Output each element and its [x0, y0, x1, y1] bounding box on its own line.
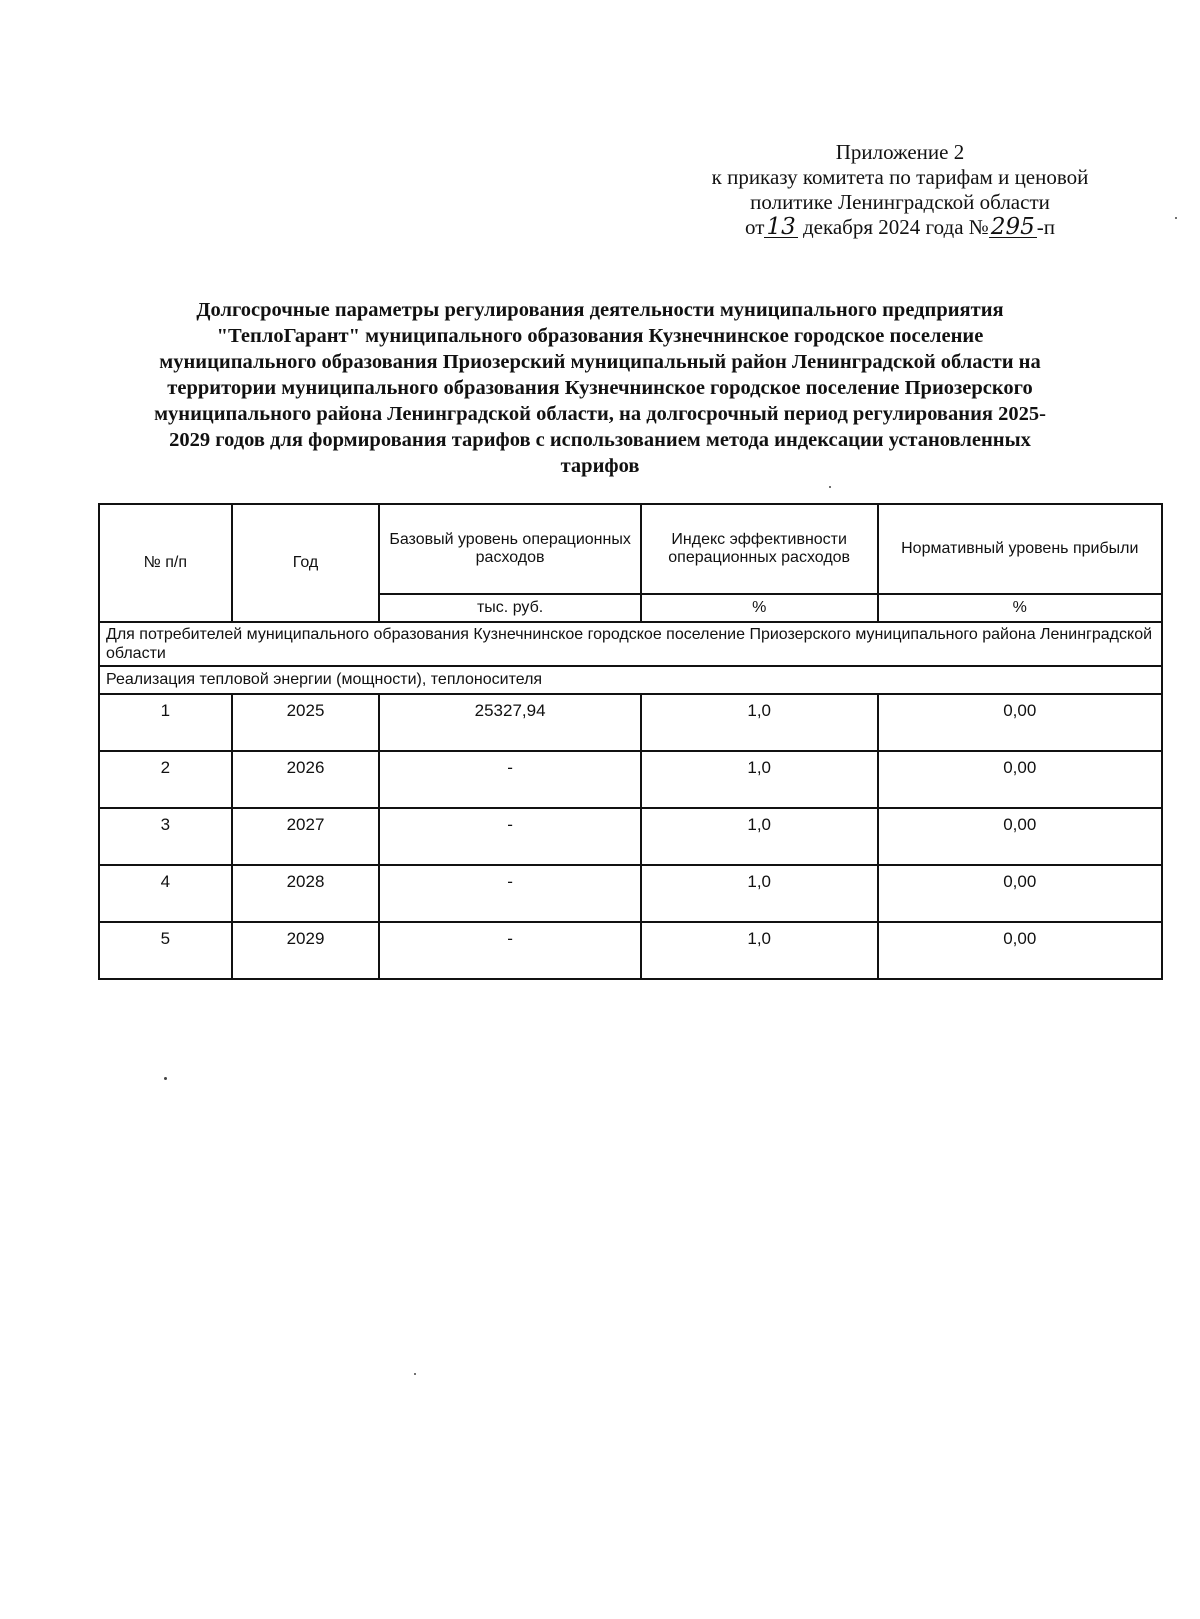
cell-base-opex: -: [379, 808, 641, 865]
cell-efficiency-index: 1,0: [641, 751, 878, 808]
title-line-4: территории муниципального образования Кузнечнинское городское поселение Приозерского: [167, 377, 1033, 399]
cell-profit-level: 0,00: [878, 751, 1163, 808]
cell-num: 4: [99, 865, 232, 922]
header-num: № п/п: [99, 504, 232, 622]
scan-speck: [414, 1373, 416, 1375]
parameters-table: [98, 503, 1163, 980]
cell-num: 5: [99, 922, 232, 979]
cell-base-opex: -: [379, 922, 641, 979]
cell-efficiency-index: 1,0: [641, 808, 878, 865]
cell-year: 2027: [232, 808, 380, 865]
cell-profit-level: 0,00: [878, 865, 1163, 922]
cell-year: 2028: [232, 865, 380, 922]
table-subgroup-row: [99, 666, 1162, 694]
group-label: Для потребителей муниципального образования Кузнечнинское городское поселение Приозерского муниципального района Ленинградской области: [99, 622, 1162, 666]
cell-profit-level: 0,00: [878, 808, 1163, 865]
title-line-1: Долгосрочные параметры регулирования деятельности муниципального предприятия: [196, 299, 1004, 321]
table-row: [99, 808, 1162, 865]
title-line-3: муниципального образования Приозерский муниципальный район Ленинградской области на: [159, 351, 1041, 373]
scan-speck: [164, 1077, 167, 1080]
table-row: [99, 922, 1162, 979]
table-group-row: [99, 622, 1162, 666]
header-profit-level: Нормативный уровень прибыли: [878, 504, 1163, 594]
title-line-7: тарифов: [560, 455, 640, 477]
cell-num: 1: [99, 694, 232, 751]
cell-base-opex: -: [379, 865, 641, 922]
table-row: [99, 751, 1162, 808]
unit-base-opex: тыс. руб.: [379, 594, 641, 622]
unit-efficiency-index: %: [641, 594, 878, 622]
cell-base-opex: 25327,94: [379, 694, 641, 751]
header-year: Год: [232, 504, 380, 622]
date-middle: декабря 2024 года №: [802, 215, 989, 239]
order-suffix: -п: [1036, 215, 1055, 239]
date-prefix: от: [745, 215, 765, 239]
title-line-5: муниципального района Ленинградской области, на долгосрочный период регулирования 2025-: [154, 403, 1046, 425]
cell-efficiency-index: 1,0: [641, 694, 878, 751]
document-title: [100, 297, 1100, 479]
subgroup-label: Реализация тепловой энергии (мощности), теплоносителя: [99, 666, 1162, 694]
appendix-line-2: к приказу комитета по тарифам и ценовой: [711, 165, 1089, 189]
appendix-date-line: [680, 215, 1120, 240]
handwritten-day: 13: [766, 214, 796, 240]
appendix-line-3: политике Ленинградской области: [750, 190, 1050, 214]
cell-year: 2029: [232, 922, 380, 979]
title-line-6: 2029 годов для формирования тарифов с использованием метода индексации установленных: [169, 429, 1031, 451]
table-row: [99, 694, 1162, 751]
scan-speck: [1175, 217, 1177, 219]
appendix-header: [680, 140, 1120, 240]
handwritten-number: 295: [990, 214, 1035, 240]
cell-num: 2: [99, 751, 232, 808]
cell-profit-level: 0,00: [878, 694, 1163, 751]
header-base-opex: Базовый уровень операционных расходов: [379, 504, 641, 594]
table-row: [99, 865, 1162, 922]
cell-efficiency-index: 1,0: [641, 922, 878, 979]
table-header-row: [99, 504, 1162, 594]
scan-speck: [829, 486, 831, 488]
cell-num: 3: [99, 808, 232, 865]
cell-efficiency-index: 1,0: [641, 865, 878, 922]
cell-year: 2025: [232, 694, 380, 751]
cell-profit-level: 0,00: [878, 922, 1163, 979]
cell-base-opex: -: [379, 751, 641, 808]
header-efficiency-index: Индекс эффективности операционных расходов: [641, 504, 878, 594]
unit-profit-level: %: [878, 594, 1163, 622]
appendix-line-1: Приложение 2: [835, 140, 965, 164]
cell-year: 2026: [232, 751, 380, 808]
title-line-2: "ТеплоГарант" муниципального образования Кузнечнинское городское поселение: [216, 325, 984, 347]
